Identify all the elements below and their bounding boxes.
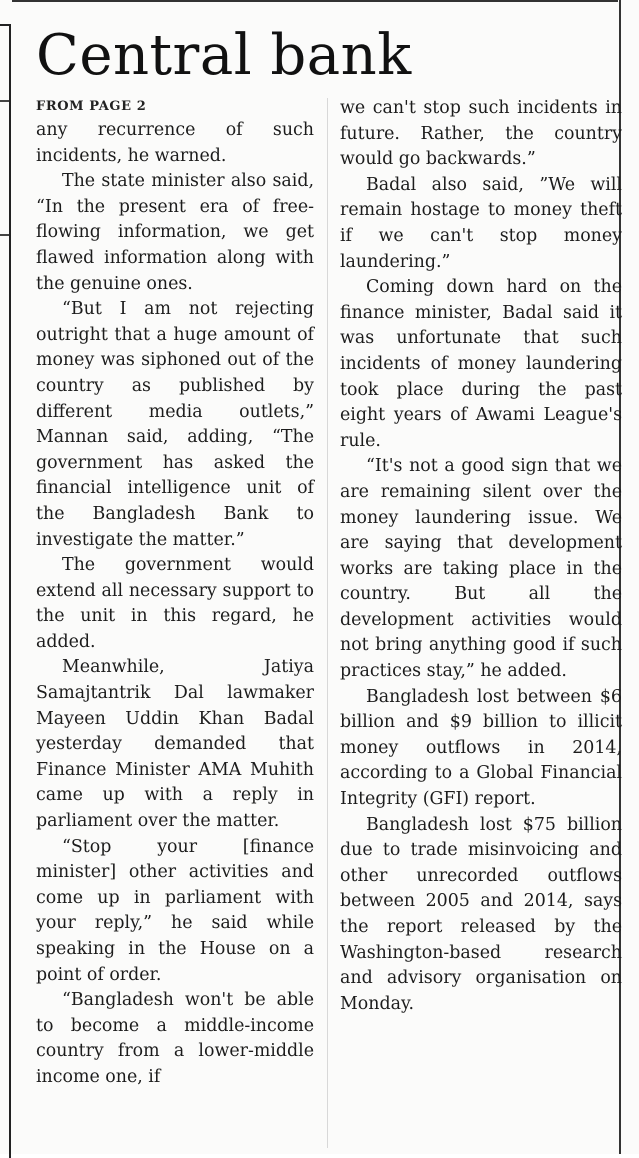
column-gutter [327,98,328,1148]
left-column [36,96,314,1091]
paragraph: The government would extend all necessary support to the unit in this regard, he added. [36,555,314,652]
left-rule-mark [0,234,9,236]
left-column-border [0,24,11,1158]
paragraph: The state minister also said, “In the present era of free-flowing information, we get flawed information along with the genuine ones. [36,171,314,294]
paragraph: we can't stop such incidents in future. Rather, the country would go backwards.” [340,98,622,170]
paragraph: Bangladesh lost between $6 billion and $9 billion to illicit money outflows in 2014, according to a Global Financial Integrity (GFI) report. [340,686,622,810]
headline: Central bank [36,23,412,88]
paragraph: Badal also said, ”We will remain hostage to money theft if we can't stop money laundering.” [340,174,622,272]
paragraph: Meanwhile, Jatiya Samajtantrik Dal lawmaker Mayeen Uddin Khan Badal yesterday demanded that Finance Minister AMA Muhith came up with a reply in parliament over the matter. [36,657,314,832]
right-edge-rule [619,0,639,1154]
jump-label: FROM PAGE 2 [36,99,147,114]
paragraph: Coming down hard on the finance minister, Badal said it was unfortunate that such incidents of money laundering took place during the past eight years of Awami League's rule. [340,277,622,451]
paragraph: “Stop your [finance minister] other activities and come up in parliament with your reply,” he said while speaking in the House on a point of order. [36,836,314,985]
paragraph: Bangladesh lost $75 billion due to trade misinvoicing and other unrecorded outflows between 2005 and 2014, says the report released by the Washington-based research and advisory organisation on Monday. [340,814,622,1014]
paragraph: “Bangladesh won't be able to become a middle-income country from a lower-middle income one, if [36,990,314,1087]
right-column [340,96,622,1017]
paragraph: “But I am not rejecting outright that a huge amount of money was siphoned out of the country as published by different media outlets,” Mannan said, adding, “The government has asked the financial intelligence unit of the Bangladesh Bank to investigate the matter.” [36,299,314,550]
paragraph: any recurrence of such incidents, he warned. [36,120,314,166]
left-rule-mark [0,100,9,102]
paragraph: “It's not a good sign that we are remaining silent over the money laundering issue. We are saying that development works are taking place in the country. But all the development activities would not bring anything good if such practices stay,” he added. [340,456,622,682]
top-rule [12,0,618,2]
